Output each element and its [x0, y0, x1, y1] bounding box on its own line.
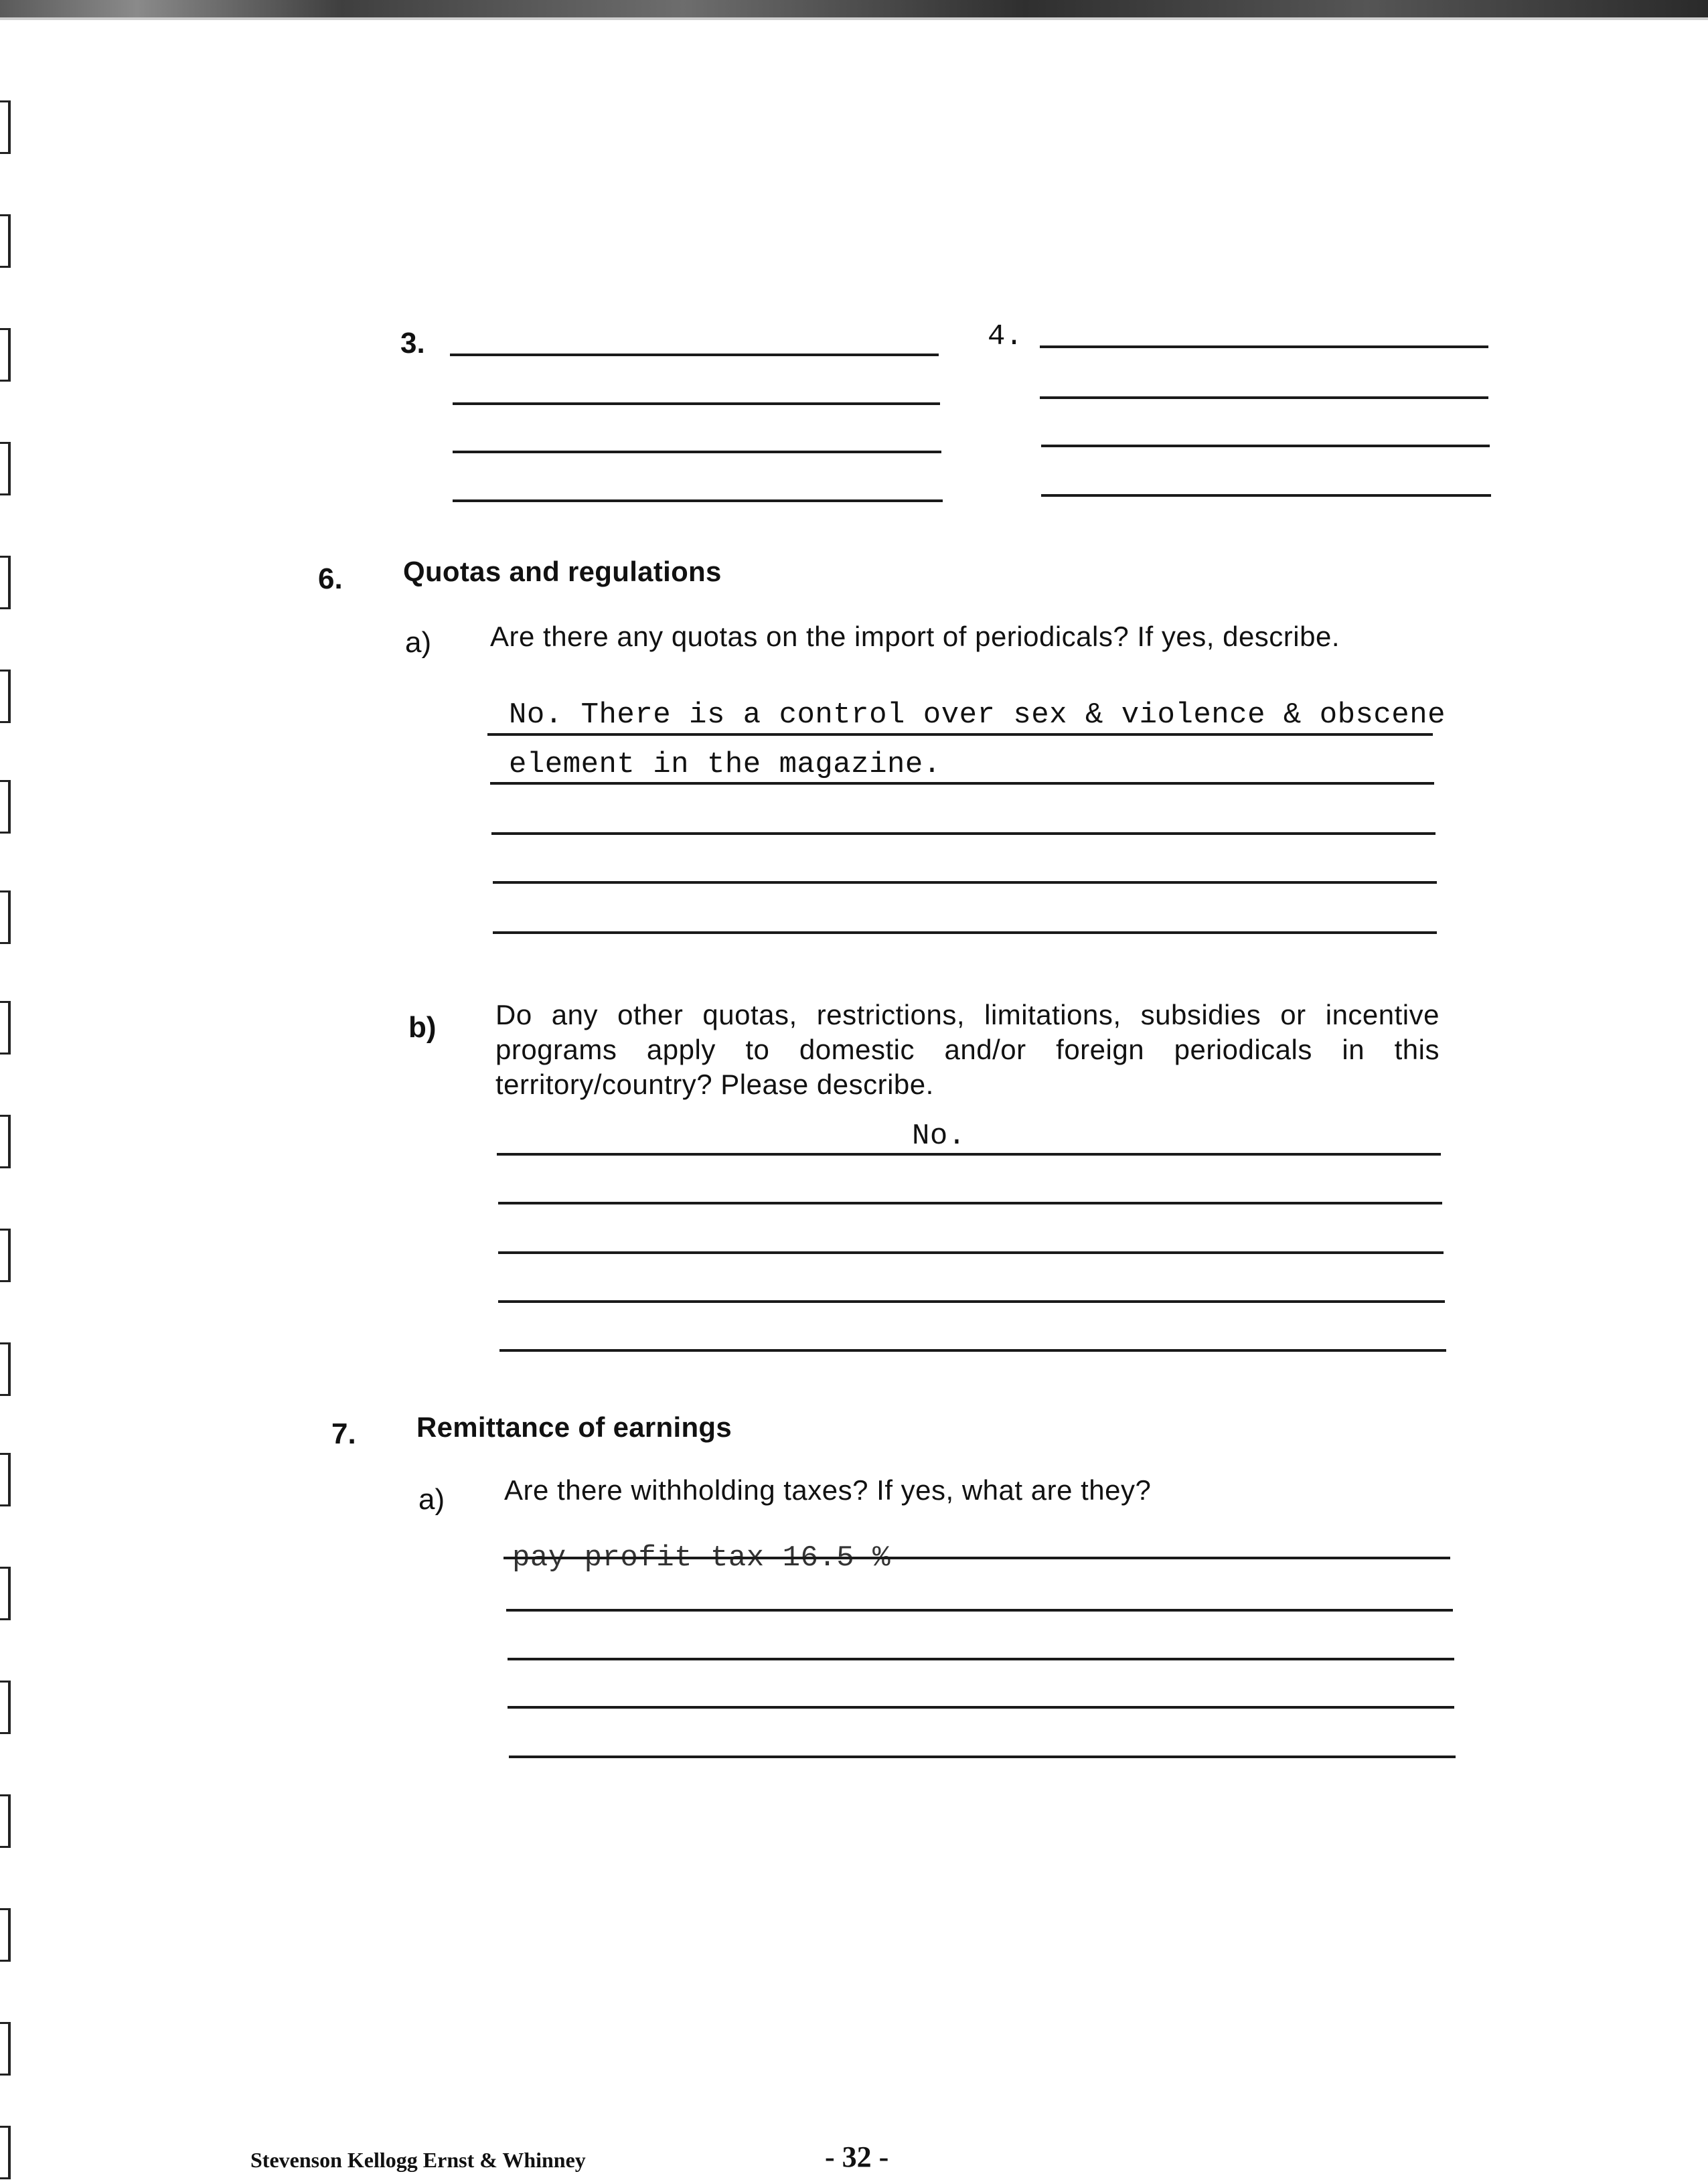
binder-hole [0, 670, 11, 723]
binder-hole [0, 1453, 11, 1506]
binder-hole [0, 328, 11, 382]
answer-6a-line2: element in the magazine. [509, 748, 941, 781]
binder-hole [0, 2126, 11, 2179]
answer-line[interactable] [508, 1706, 1454, 1709]
section-6-title: Quotas and regulations [403, 556, 722, 587]
scan-top-edge-shadow [0, 17, 1708, 20]
answer-line[interactable] [497, 1153, 1441, 1156]
question-6a-text: Are there any quotas on the import of periodicals? If yes, describe. [490, 621, 1340, 652]
binder-hole [0, 1342, 11, 1396]
answer-line[interactable] [506, 1609, 1453, 1612]
answer-line[interactable] [498, 1251, 1444, 1254]
binder-hole [0, 890, 11, 944]
binder-hole [0, 2022, 11, 2076]
answer-line[interactable] [453, 451, 941, 453]
answer-line[interactable] [508, 1658, 1454, 1660]
footer-firm-name: Stevenson Kellogg Ernst & Whinney [250, 2148, 586, 2172]
binder-hole [0, 1229, 11, 1282]
answer-line[interactable] [493, 881, 1437, 884]
answer-line[interactable] [453, 499, 943, 502]
section-7-number: 7. [331, 1417, 356, 1450]
answer-line[interactable] [491, 832, 1435, 835]
answer-line[interactable] [493, 931, 1437, 934]
answer-line[interactable] [487, 733, 1433, 736]
section-6-number: 6. [318, 562, 343, 595]
answer-line[interactable] [498, 1202, 1442, 1204]
binder-hole [0, 1115, 11, 1168]
scan-top-edge [0, 0, 1708, 17]
binder-hole [0, 1794, 11, 1848]
answer-7a-text: pay profit tax 16.5 % [512, 1541, 890, 1575]
answer-line[interactable] [1041, 494, 1491, 497]
binder-hole [0, 214, 11, 268]
answer-line[interactable] [1041, 445, 1490, 447]
answer-line[interactable] [499, 1349, 1446, 1352]
question-6a-label: a) [405, 626, 432, 659]
binder-hole [0, 1681, 11, 1734]
binder-hole [0, 556, 11, 609]
answer-line[interactable] [498, 1300, 1445, 1303]
binder-hole [0, 1567, 11, 1620]
answer-line[interactable] [503, 1557, 1450, 1559]
binder-hole [0, 780, 11, 834]
answer-line[interactable] [1040, 396, 1488, 399]
binder-hole [0, 442, 11, 495]
answer-line[interactable] [1040, 345, 1488, 348]
binder-hole [0, 1001, 11, 1055]
question-6b-label: b) [408, 1011, 437, 1044]
item-3-label: 3. [400, 327, 425, 360]
answer-6b-text: No. [912, 1119, 966, 1153]
answer-6a-line1: No. There is a control over sex & violence & obscene [509, 698, 1446, 732]
binder-hole [0, 1908, 11, 1962]
page-number: - 32 - [825, 2140, 889, 2173]
question-7a-label: a) [418, 1483, 445, 1516]
answer-line[interactable] [450, 354, 939, 356]
answer-line[interactable] [490, 782, 1434, 785]
answer-line[interactable] [453, 402, 940, 405]
item-4-label: 4. [988, 320, 1023, 354]
answer-line[interactable] [509, 1756, 1456, 1758]
question-7a-text: Are there withholding taxes? If yes, what are they? [504, 1474, 1152, 1506]
question-6b-text: Do any other quotas, restrictions, limitations, subsidies or incentive programs apply to domestic and/or foreign periodicals in this territory/country? Please describe. [495, 999, 1440, 1100]
binder-hole [0, 100, 11, 154]
section-7-title: Remittance of earnings [416, 1411, 732, 1443]
